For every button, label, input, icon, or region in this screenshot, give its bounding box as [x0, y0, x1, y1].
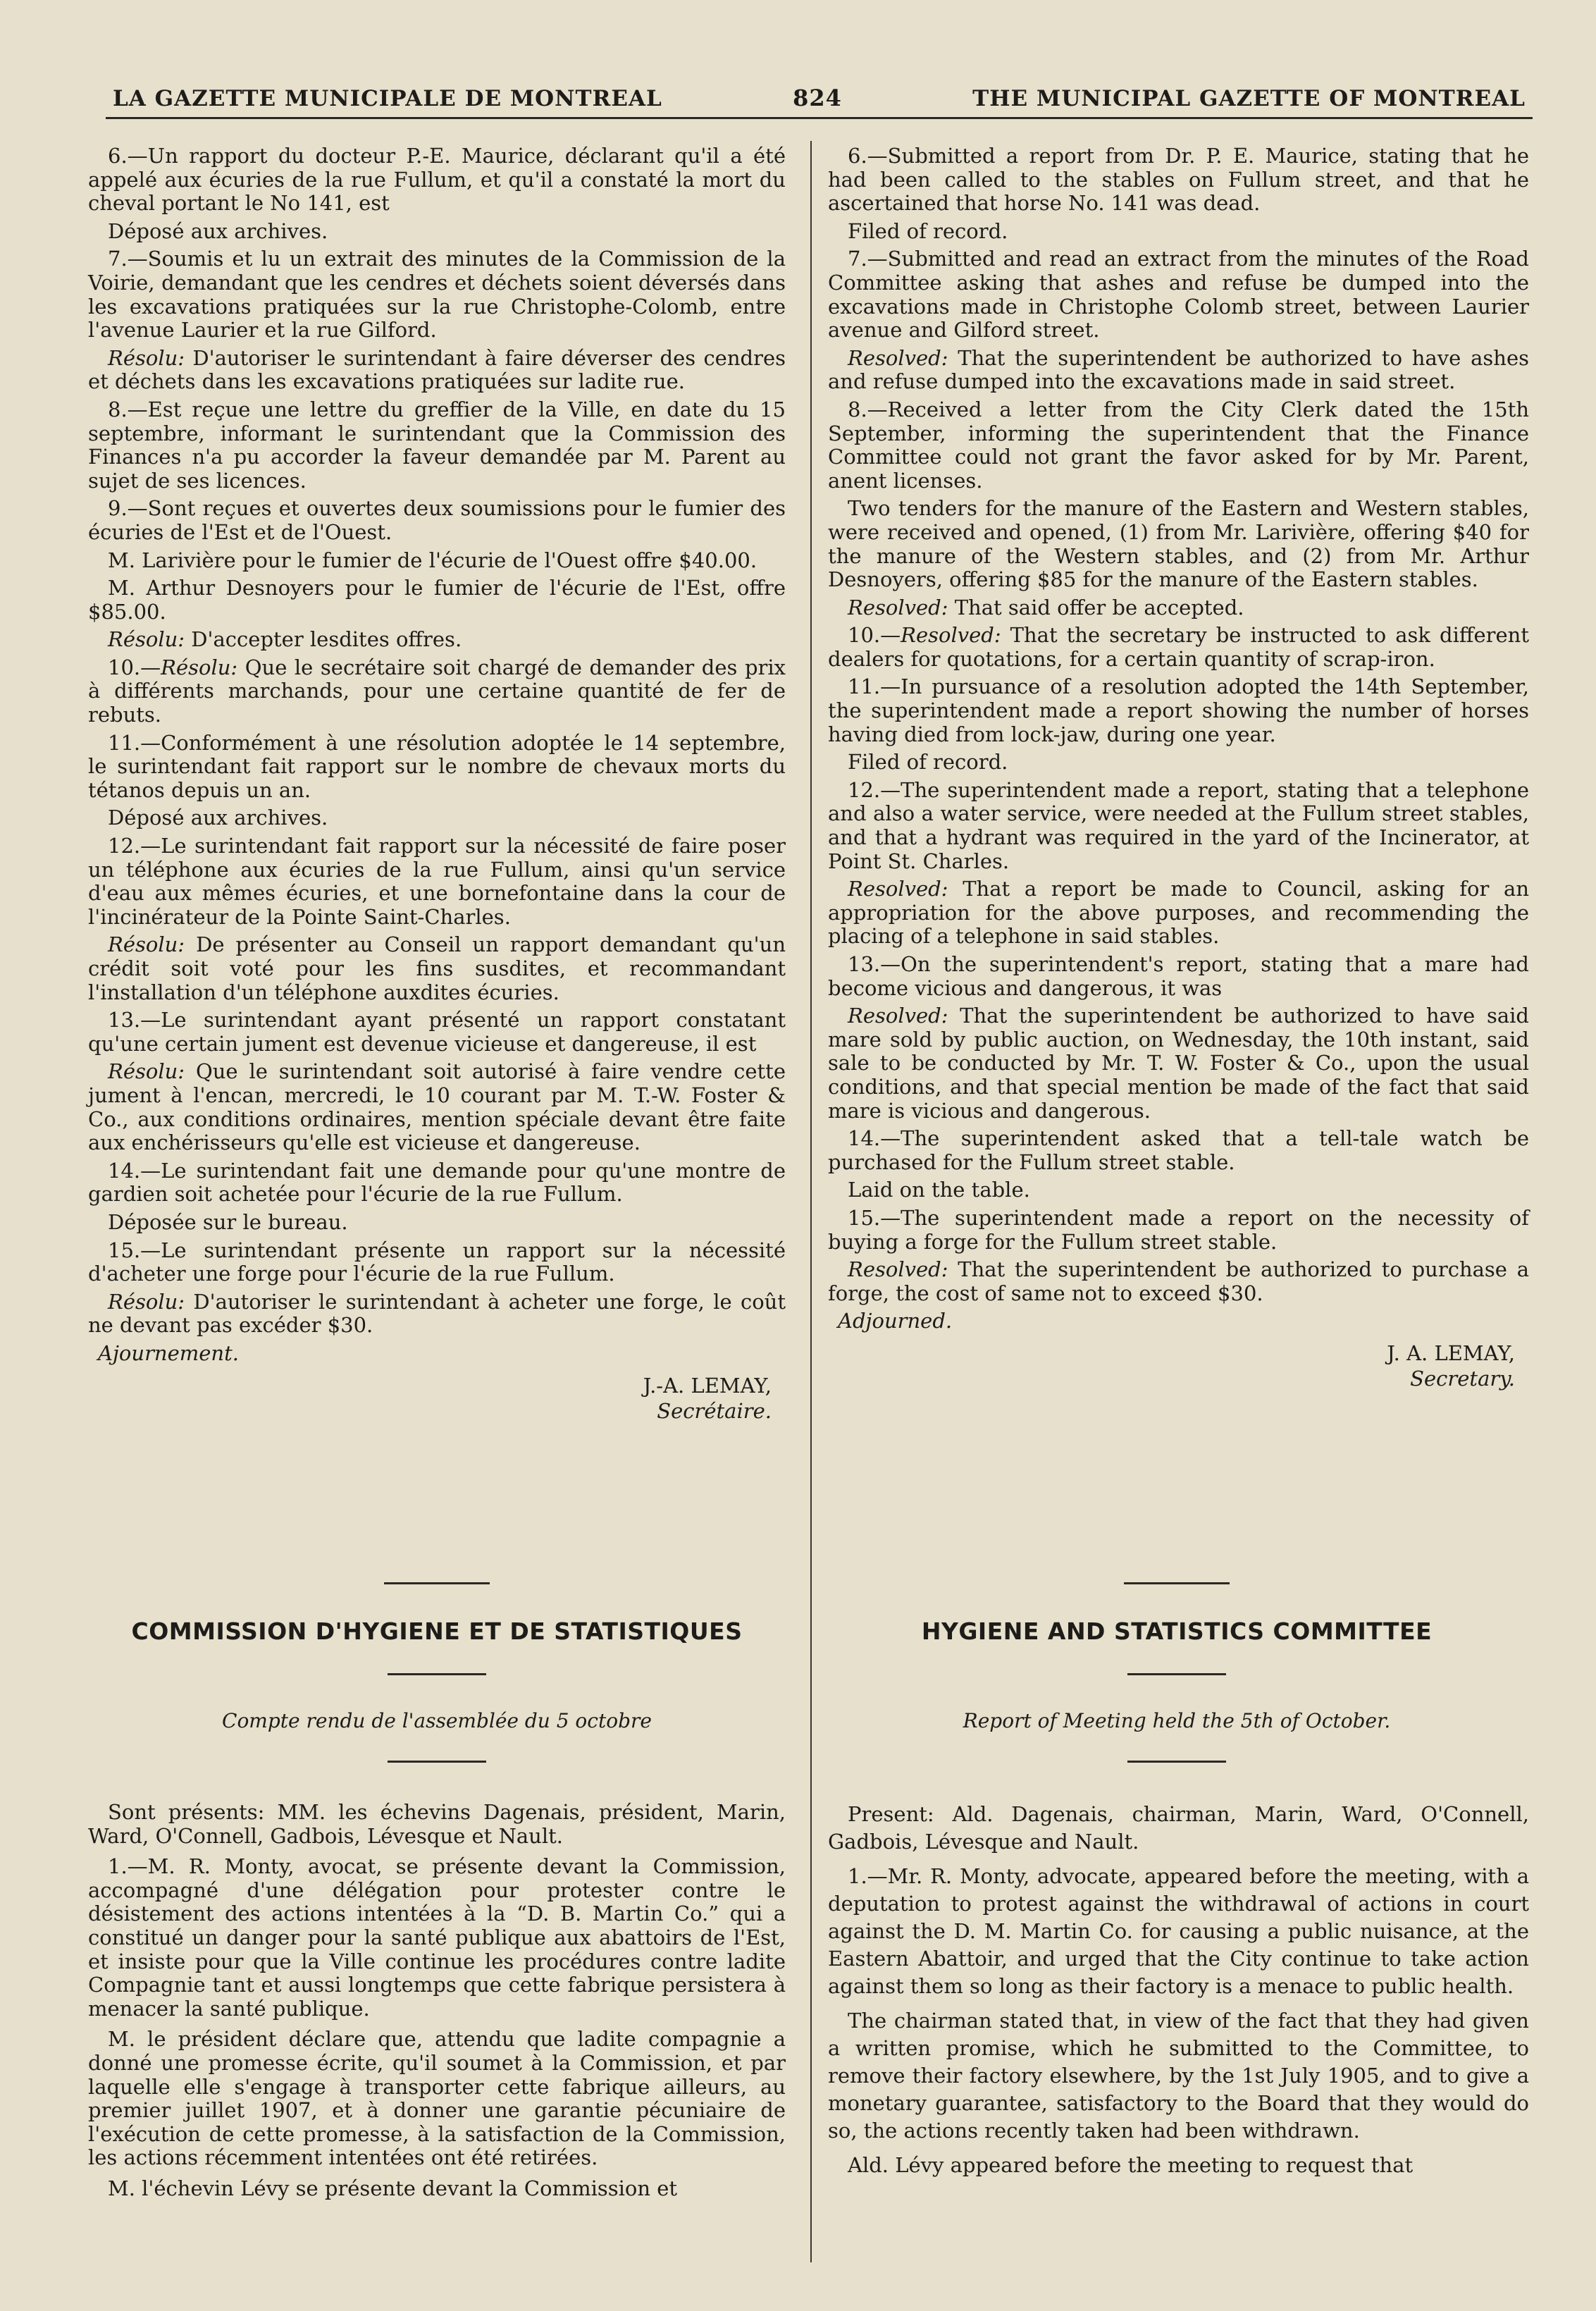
fr-item-12-resolution: Résolu: De présenter au Conseil un rapport demandant qu'un crédit soit voté pour les fins susdites, et recommandant l'installation d'un téléphone auxdites écuries.: [88, 932, 786, 1004]
english-minutes-column: [828, 144, 1529, 1391]
fr-hygiene-heading: COMMISSION D'HYGIENE ET DE STATISTIQUES: [131, 1617, 743, 1645]
column-divider: [810, 141, 812, 2262]
header-title-english: THE MUNICIPAL GAZETTE OF MONTREAL: [972, 86, 1526, 111]
fr-heading-rule: [388, 1673, 486, 1675]
en-item-6-note: Filed of record.: [848, 218, 1008, 243]
fr-hygiene-item-1: 1.—M. R. Monty, avocat, se présente devant la Commission, accompagné d'une délégation pour protester contre le désistement des actions intentées à la “D. B. Martin Co.” qui a constitué un danger pour la santé publique aux abattoirs de l'Est, et insiste pour que la Ville continue les procédures contre ladite Compagnie tant et aussi longtemps que cette fabrique persistera à menacer la santé publique.: [88, 1854, 786, 2021]
en-hygiene-statement: The chairman stated that, in view of the fact that they had given a written promise, which he submitted to the Committee, to remove their factory elsewhere, by the 1st July 1905, and to give a monetary guarantee, satisfactory to the Board that they would do so, the actions recently taken had been withdrawn.: [828, 2009, 1529, 2143]
fr-item-12: 12.—Le surintendant fait rapport sur la nécessité de faire poser un téléphone aux écuries de la rue Fullum, ainsi qu'un service d'eau aux mêmes écuries, et une bornefontaine dans la cour de l'incinérateur de la Pointe Saint-Charles.: [88, 834, 786, 929]
fr-item-9-resolution: Résolu: D'accepter lesdites offres.: [108, 627, 462, 652]
fr-item-7: 7.—Soumis et lu un extrait des minutes de la Commission de la Voirie, demandant que les cendres et déchets soient déversés dans les excavations pratiquées sur la rue Christophe-Colomb, entre l'avenue Laurier et la rue Gilford.: [88, 247, 786, 343]
en-item-9: Two tenders for the manure of the Eastern and Western stables, were received and opened, (1) from Mr. Larivière, offering $40 for the manure of the Western stables, and (2) from Mr. Arthur Desnoyers, offering $85 for the manure of the Eastern stables.: [828, 496, 1529, 592]
en-item-6: 6.—Submitted a report from Dr. P. E. Maurice, stating that he had been called to the stables on Fullum street, and that he ascertained that horse No. 141 was dead.: [828, 144, 1529, 216]
en-item-12-resolution: Resolved: That a report be made to Council, asking for an appropriation for the above purposes, and recommending the placing of a telephone in said stables.: [828, 877, 1529, 949]
en-item-14: 14.—The superintendent asked that a tell-tale watch be purchased for the Fullum street stable.: [828, 1126, 1529, 1174]
fr-item-6-note: Déposé aux archives.: [108, 218, 328, 243]
en-item-11: 11.—In pursuance of a resolution adopted the 14th September, the superintendent made a report showing the number of horses having died from lock-jaw, during one year.: [828, 674, 1529, 746]
header-rule: [106, 117, 1533, 119]
fr-hygiene-levy: M. l'échevin Lévy se présente devant la Commission et: [108, 2176, 678, 2200]
en-hygiene-subheading: Report of Meeting held the 5th of October.: [963, 1709, 1391, 1732]
en-heading-rule: [1127, 1673, 1226, 1675]
fr-adjournment: Ajournement.: [98, 1341, 239, 1365]
en-item-13-resolution: Resolved: That the superintendent be authorized to have said mare sold by public auction, on Wednesday, the 10th instant, said sale to be conducted by Mr. T. W. Foster & Co., upon the usual conditions, and that special mention be made of the fact that said mare is vicious and dangerous.: [828, 1004, 1529, 1123]
en-item-14-note: Laid on the table.: [848, 1178, 1030, 1202]
fr-item-6: 6.—Un rapport du docteur P.-E. Maurice, déclarant qu'il a été appelé aux écuries de la rue Fullum, et qu'il a constaté la mort du cheval portant le No 141, est: [88, 144, 786, 216]
en-item-15-resolution: Resolved: That the superintendent be authorized to purchase a forge, the cost of same not to exceed $30.: [828, 1257, 1529, 1305]
en-hygiene-item-1: 1.—Mr. R. Monty, advocate, appeared before the meeting, with a deputation to protest against the withdrawal of actions in court against the D. M. Martin Co. for causing a public nuisance, at the Eastern Abattoir, and urged that the City continue to take action against them so long as their factory is a menace to public health.: [828, 1864, 1529, 1998]
fr-subheading-rule: [388, 1761, 486, 1763]
fr-signature-block: [88, 1373, 772, 1424]
en-item-10: 10.—Resolved: That the secretary be instructed to ask different dealers for quotations, for a certain quantity of scrap-iron.: [828, 623, 1529, 671]
en-adjournment: Adjourned.: [838, 1309, 953, 1333]
fr-signature: J.-A. LEMAY,: [643, 1373, 772, 1398]
french-minutes-column: [88, 144, 786, 1424]
en-item-13: 13.—On the superintendent's report, stating that a mare had become vicious and dangerous, it was: [828, 952, 1529, 1000]
en-item-12: 12.—The superintendent made a report, stating that a telephone and also a water service, were needed at the Fullum street stables, and that a hydrant was required in the yard of the Incinerator, at Point St. Charles.: [828, 777, 1529, 873]
en-item-15: 15.—The superintendent made a report on the necessity of buying a forge for the Fullum street stable.: [828, 1205, 1529, 1254]
fr-hygiene-present: Sont présents: MM. les échevins Dagenais, président, Marin, Ward, O'Connell, Gadbois, Lévesque et Nault.: [88, 1800, 786, 1848]
en-item-8: 8.—Received a letter from the City Clerk dated the 15th September, informing the superintendent that the Finance Committee could not grant the favor asked for by Mr. Parent, anent licenses.: [828, 397, 1529, 493]
fr-item-7-resolution: Résolu: D'autoriser le surintendant à faire déverser des cendres et déchets dans les excavations pratiquées sur ladite rue.: [88, 345, 786, 394]
en-signature: J. A. LEMAY,: [1387, 1341, 1515, 1365]
en-signature-block: [828, 1341, 1515, 1391]
en-item-7: 7.—Submitted and read an extract from the minutes of the Road Committee asking that ashes and refuse be dumped into the excavations made in Christophe Colomb street, between Laurier avenue and Gilford street.: [828, 247, 1529, 343]
en-hygiene-levy: Ald. Lévy appeared before the meeting to request that: [848, 2153, 1413, 2177]
header-title-french: LA GAZETTE MUNICIPALE DE MONTREAL: [113, 86, 662, 111]
fr-item-8: 8.—Est reçue une lettre du greffier de la Ville, en date du 15 septembre, informant le surintendant que la Commission des Finances n'a pu accorder la faveur demandée par M. Parent au sujet de ses licences.: [88, 397, 786, 493]
en-item-7-resolution: Resolved: That the superintendent be authorized to have ashes and refuse dumped into the excavations made in said street.: [828, 345, 1529, 394]
fr-item-9-offer-east: M. Arthur Desnoyers pour le fumier de l'écurie de l'Est, offre $85.00.: [88, 576, 786, 624]
en-signature-title: Secretary.: [1410, 1366, 1515, 1391]
fr-item-13: 13.—Le surintendant ayant présenté un rapport constatant qu'une certain jument est devenue vicieuse et dangereuse, il est: [88, 1008, 786, 1056]
fr-section-separator: [384, 1582, 490, 1584]
fr-item-15-resolution: Résolu: D'autoriser le surintendant à acheter une forge, le coût ne devant pas excéder $30.: [88, 1289, 786, 1338]
en-section-separator: [1124, 1582, 1230, 1584]
en-hygiene-body: [828, 1801, 1529, 2186]
fr-hygiene-subheading: Compte rendu de l'assemblée du 5 octobre: [222, 1709, 652, 1732]
fr-item-11-note: Déposé aux archives.: [108, 806, 328, 830]
fr-signature-title: Secrétaire.: [657, 1398, 772, 1423]
fr-item-14-note: Déposée sur le bureau.: [108, 1209, 348, 1234]
fr-item-11: 11.—Conformément à une résolution adoptée le 14 septembre, le surintendant fait rapport sur le nombre de chevaux morts du tétanos depuis un an.: [88, 730, 786, 802]
fr-hygiene-section-header: [78, 1617, 796, 1763]
fr-item-10: 10.—Résolu: Que le secrétaire soit chargé de demander des prix à différents marchands, pour une certaine quantité de fer de rebuts.: [88, 655, 786, 727]
fr-item-15: 15.—Le surintendant présente un rapport sur la nécessité d'acheter une forge pour l'écurie de la rue Fullum.: [88, 1238, 786, 1286]
fr-hygiene-statement: M. le président déclare que, attendu que ladite compagnie a donné une promesse écrite, qu'il soumet à la Commission, et par laquelle elle s'engage à transporter cette fabrique ailleurs, au premier juillet 1907, et à donner une garantie pécuniaire de l'exécution de cette promesse, à la satisfaction de la Commission, les actions récemment intentées ont été retirées.: [88, 2027, 786, 2170]
page-number: 824: [793, 85, 842, 111]
fr-item-9: 9.—Sont reçues et ouvertes deux soumissions pour le fumier des écuries de l'Est et de l'Ouest.: [88, 496, 786, 544]
en-item-11-note: Filed of record.: [848, 750, 1008, 775]
en-item-9-resolution: Resolved: That said offer be accepted.: [848, 595, 1244, 620]
fr-hygiene-body: [88, 1801, 786, 2208]
page-header: [113, 76, 1526, 111]
en-subheading-rule: [1127, 1761, 1226, 1763]
fr-item-13-resolution: Résolu: Que le surintendant soit autorisé à faire vendre cette jument à l'encan, mercredi, le 10 courant par M. T.-W. Foster & Co., aux conditions ordinaires, mention spéciale devant être faite aux enchérisseurs qu'elle est vicieuse et dangereuse.: [88, 1059, 786, 1155]
en-hygiene-present: Present: Ald. Dagenais, chairman, Marin, Ward, O'Connell, Gadbois, Lévesque and Nault.: [828, 1802, 1529, 1854]
en-hygiene-section-header: [821, 1617, 1533, 1763]
en-hygiene-heading: HYGIENE AND STATISTICS COMMITTEE: [921, 1617, 1433, 1645]
fr-item-9-offer-west: M. Larivière pour le fumier de l'écurie de l'Ouest offre $40.00.: [108, 548, 757, 572]
fr-item-14: 14.—Le surintendant fait une demande pour qu'une montre de gardien soit achetée pour l'écurie de la rue Fullum.: [88, 1158, 786, 1207]
